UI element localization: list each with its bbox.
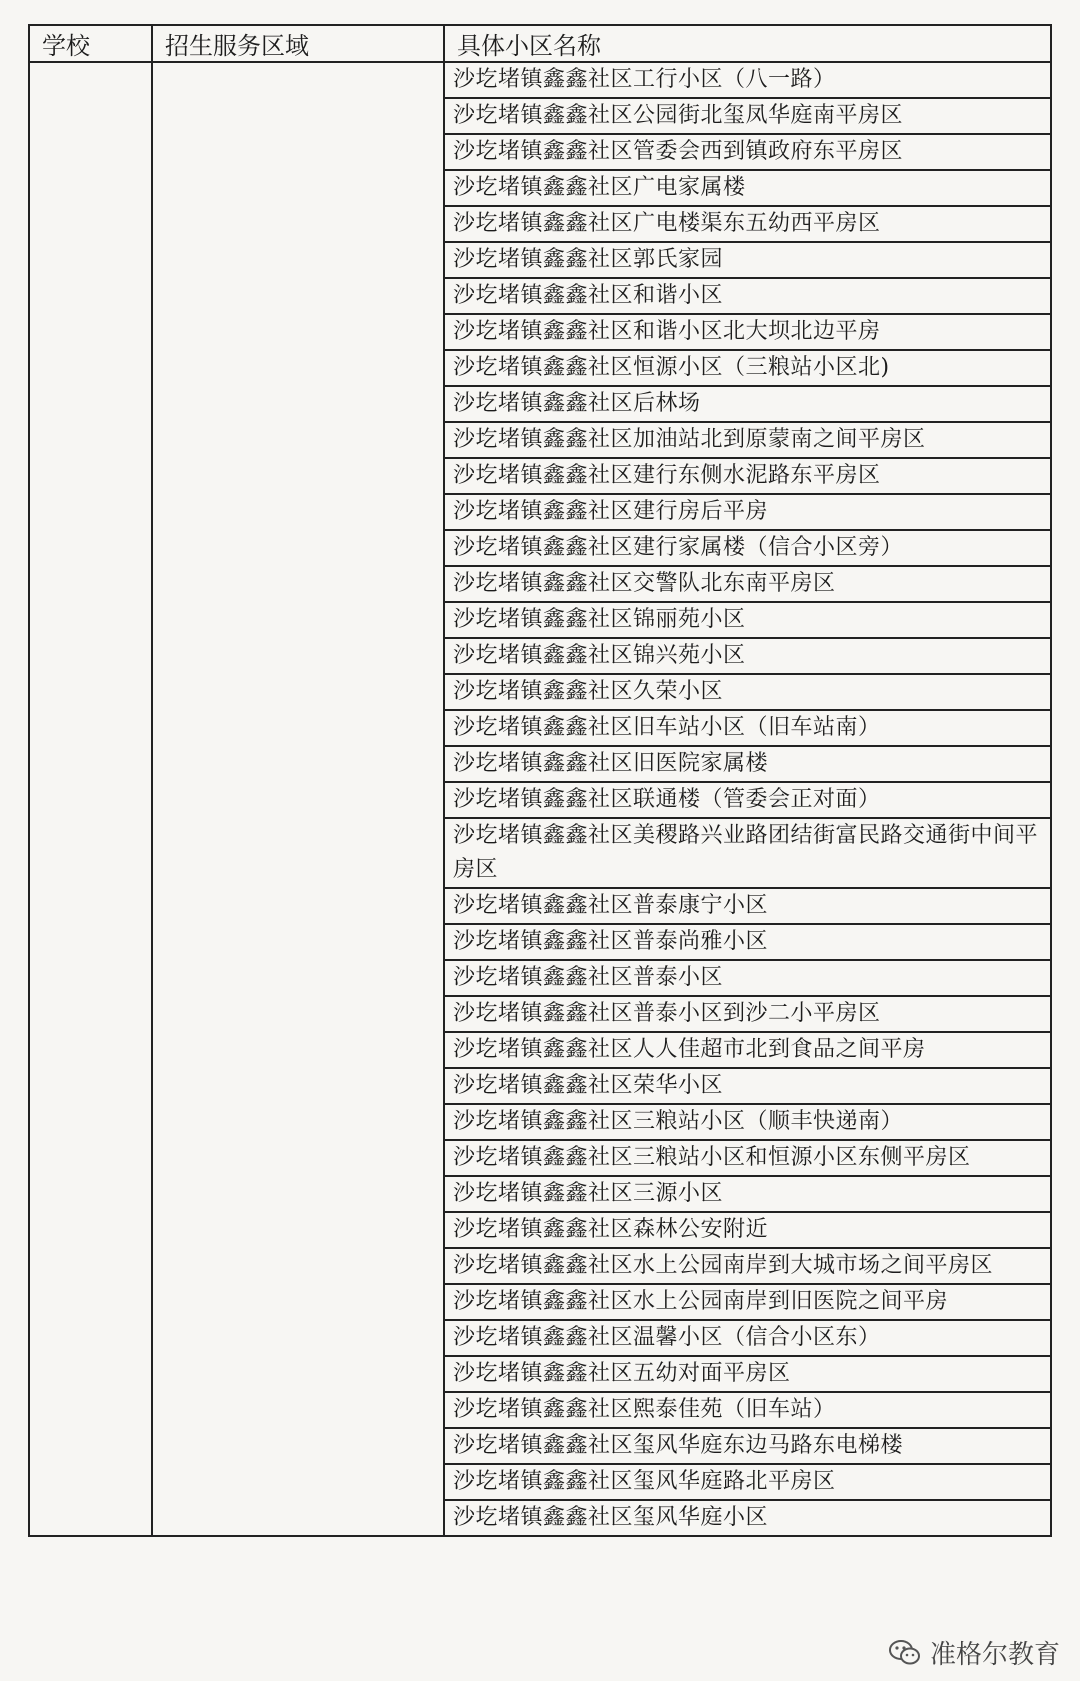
- community-name-cell: 沙圪堵镇鑫鑫社区建行房后平房: [444, 494, 1051, 530]
- table-row: [29, 62, 1051, 98]
- header-school: 学校: [29, 25, 152, 62]
- community-name-cell: 沙圪堵镇鑫鑫社区玺风华庭小区: [444, 1500, 1051, 1536]
- community-name-cell: 沙圪堵镇鑫鑫社区广电家属楼: [444, 170, 1051, 206]
- community-name-cell: 沙圪堵镇鑫鑫社区工行小区（八一路）: [444, 62, 1051, 98]
- community-name-cell: 沙圪堵镇鑫鑫社区建行东侧水泥路东平房区: [444, 458, 1051, 494]
- table-header-row: [29, 25, 1051, 62]
- community-name-cell: 沙圪堵镇鑫鑫社区联通楼（管委会正对面）: [444, 782, 1051, 818]
- community-name-cell: 沙圪堵镇鑫鑫社区郭氏家园: [444, 242, 1051, 278]
- table-body: [29, 62, 1051, 1536]
- community-name-cell: 沙圪堵镇鑫鑫社区普泰康宁小区: [444, 888, 1051, 924]
- community-name-cell: 沙圪堵镇鑫鑫社区普泰小区: [444, 960, 1051, 996]
- community-name-cell: 沙圪堵镇鑫鑫社区温馨小区（信合小区东）: [444, 1320, 1051, 1356]
- community-name-cell: 沙圪堵镇鑫鑫社区熙泰佳苑（旧车站）: [444, 1392, 1051, 1428]
- community-name-cell: 沙圪堵镇鑫鑫社区和谐小区北大坝北边平房: [444, 314, 1051, 350]
- community-name-cell: 沙圪堵镇鑫鑫社区普泰小区到沙二小平房区: [444, 996, 1051, 1032]
- community-name-cell: 沙圪堵镇鑫鑫社区加油站北到原蒙南之间平房区: [444, 422, 1051, 458]
- community-name-cell: 沙圪堵镇鑫鑫社区人人佳超市北到食品之间平房: [444, 1032, 1051, 1068]
- header-community: 具体小区名称: [444, 25, 1051, 62]
- header-area: 招生服务区域: [152, 25, 444, 62]
- community-name-cell: 沙圪堵镇鑫鑫社区久荣小区: [444, 674, 1051, 710]
- community-name-cell: 沙圪堵镇鑫鑫社区五幼对面平房区: [444, 1356, 1051, 1392]
- community-name-cell: 沙圪堵镇鑫鑫社区锦兴苑小区: [444, 638, 1051, 674]
- community-name-cell: 沙圪堵镇鑫鑫社区建行家属楼（信合小区旁）: [444, 530, 1051, 566]
- community-name-cell: 沙圪堵镇鑫鑫社区恒源小区（三粮站小区北): [444, 350, 1051, 386]
- community-name-cell: 沙圪堵镇鑫鑫社区玺风华庭路北平房区: [444, 1464, 1051, 1500]
- community-name-cell: 沙圪堵镇鑫鑫社区玺风华庭东边马路东电梯楼: [444, 1428, 1051, 1464]
- watermark: [888, 1634, 1060, 1671]
- community-name-cell: 沙圪堵镇鑫鑫社区三粮站小区（顺丰快递南）: [444, 1104, 1051, 1140]
- community-name-cell: 沙圪堵镇鑫鑫社区森林公安附近: [444, 1212, 1051, 1248]
- community-name-cell: 沙圪堵镇鑫鑫社区三粮站小区和恒源小区东侧平房区: [444, 1140, 1051, 1176]
- watermark-text: 准格尔教育: [929, 1640, 1060, 1670]
- community-name-cell: 沙圪堵镇鑫鑫社区旧医院家属楼: [444, 746, 1051, 782]
- wechat-icon: [888, 1639, 922, 1667]
- school-district-table: [28, 24, 1052, 1537]
- community-name-cell: 沙圪堵镇鑫鑫社区后林场: [444, 386, 1051, 422]
- community-name-cell: 沙圪堵镇鑫鑫社区和谐小区: [444, 278, 1051, 314]
- community-name-cell: 沙圪堵镇鑫鑫社区荣华小区: [444, 1068, 1051, 1104]
- community-name-cell: 沙圪堵镇鑫鑫社区旧车站小区（旧车站南）: [444, 710, 1051, 746]
- document-page: [28, 24, 1050, 1537]
- school-cell: [29, 62, 152, 1536]
- community-name-cell: 沙圪堵镇鑫鑫社区三源小区: [444, 1176, 1051, 1212]
- community-name-cell: 沙圪堵镇鑫鑫社区锦丽苑小区: [444, 602, 1051, 638]
- community-name-cell: 沙圪堵镇鑫鑫社区管委会西到镇政府东平房区: [444, 134, 1051, 170]
- community-name-cell: 沙圪堵镇鑫鑫社区水上公园南岸到旧医院之间平房: [444, 1284, 1051, 1320]
- community-name-cell: 沙圪堵镇鑫鑫社区公园街北玺凤华庭南平房区: [444, 98, 1051, 134]
- community-name-cell: 沙圪堵镇鑫鑫社区广电楼渠东五幼西平房区: [444, 206, 1051, 242]
- community-name-cell: 沙圪堵镇鑫鑫社区普泰尚雅小区: [444, 924, 1051, 960]
- area-cell: [152, 62, 444, 1536]
- community-name-cell: 沙圪堵镇鑫鑫社区交警队北东南平房区: [444, 566, 1051, 602]
- community-name-cell: 沙圪堵镇鑫鑫社区水上公园南岸到大城市场之间平房区: [444, 1248, 1051, 1284]
- community-name-cell: 沙圪堵镇鑫鑫社区美稷路兴业路团结街富民路交通街中间平房区: [444, 818, 1051, 888]
